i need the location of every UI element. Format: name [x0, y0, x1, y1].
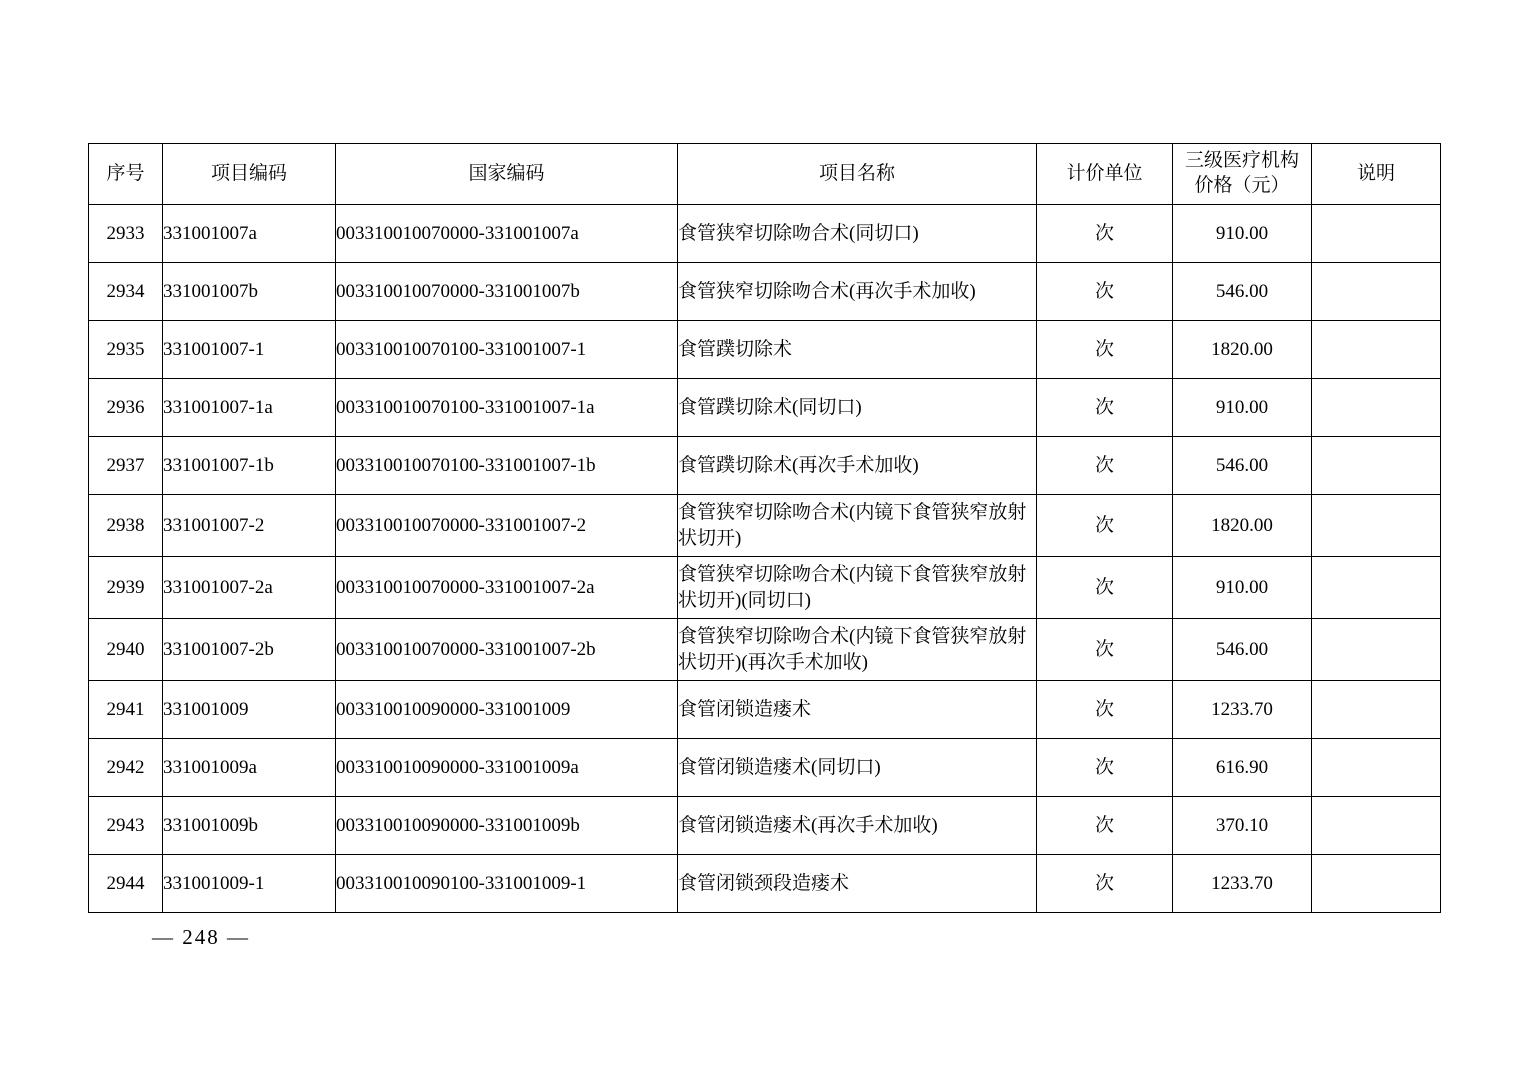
table-row — [89, 557, 1441, 619]
table-row — [89, 495, 1441, 557]
cell-seq: 2934 — [89, 263, 163, 321]
cell-note — [1312, 619, 1441, 681]
cell-item-name: 食管蹼切除术(同切口) — [678, 379, 1037, 437]
table-row — [89, 619, 1441, 681]
table-row — [89, 739, 1441, 797]
column-header-seq: 序号 — [89, 144, 163, 205]
cell-seq: 2935 — [89, 321, 163, 379]
cell-item-name: 食管蹼切除术 — [678, 321, 1037, 379]
cell-item-code: 331001009-1 — [163, 855, 336, 913]
medical-price-table — [88, 143, 1441, 913]
cell-seq: 2939 — [89, 557, 163, 619]
cell-item-code: 331001009 — [163, 681, 336, 739]
cell-seq: 2940 — [89, 619, 163, 681]
cell-price: 1820.00 — [1173, 495, 1312, 557]
column-header-price-line1: 三级医疗机构 — [1184, 150, 1299, 172]
cell-price: 546.00 — [1173, 263, 1312, 321]
cell-item-name: 食管狭窄切除吻合术(同切口) — [678, 205, 1037, 263]
cell-item-name: 食管闭锁颈段造瘘术 — [678, 855, 1037, 913]
cell-note — [1312, 437, 1441, 495]
column-header-price-line2: 价格（元） — [1194, 175, 1290, 196]
table-header — [89, 144, 1441, 205]
cell-seq: 2941 — [89, 681, 163, 739]
cell-note — [1312, 739, 1441, 797]
cell-note — [1312, 681, 1441, 739]
cell-item-code: 331001007-1b — [163, 437, 336, 495]
cell-unit: 次 — [1037, 321, 1173, 379]
table-row — [89, 437, 1441, 495]
cell-national-code: 003310010090000-331001009a — [336, 739, 678, 797]
cell-national-code: 003310010090000-331001009b — [336, 797, 678, 855]
page-number: — 248 — — [152, 925, 250, 949]
cell-price: 910.00 — [1173, 379, 1312, 437]
column-header-national-code: 国家编码 — [336, 144, 678, 205]
cell-item-code: 331001007b — [163, 263, 336, 321]
cell-item-name: 食管蹼切除术(再次手术加收) — [678, 437, 1037, 495]
cell-item-name: 食管闭锁造瘘术(再次手术加收) — [678, 797, 1037, 855]
cell-item-code: 331001007a — [163, 205, 336, 263]
table-row — [89, 321, 1441, 379]
cell-item-code: 331001009b — [163, 797, 336, 855]
cell-item-name: 食管狭窄切除吻合术(内镜下食管狭窄放射状切开)(再次手术加收) — [678, 619, 1037, 681]
cell-note — [1312, 557, 1441, 619]
cell-national-code: 003310010070000-331001007b — [336, 263, 678, 321]
cell-unit: 次 — [1037, 797, 1173, 855]
table-row — [89, 681, 1441, 739]
cell-national-code: 003310010070100-331001007-1b — [336, 437, 678, 495]
cell-note — [1312, 379, 1441, 437]
cell-national-code: 003310010070100-331001007-1a — [336, 379, 678, 437]
cell-note — [1312, 321, 1441, 379]
cell-price: 1233.70 — [1173, 681, 1312, 739]
cell-item-code: 331001007-1a — [163, 379, 336, 437]
cell-unit: 次 — [1037, 557, 1173, 619]
cell-note — [1312, 495, 1441, 557]
table-row — [89, 205, 1441, 263]
cell-seq: 2936 — [89, 379, 163, 437]
cell-price: 910.00 — [1173, 205, 1312, 263]
cell-item-name: 食管狭窄切除吻合术(内镜下食管狭窄放射状切开) — [678, 495, 1037, 557]
cell-national-code: 003310010070000-331001007a — [336, 205, 678, 263]
cell-item-code: 331001007-2a — [163, 557, 336, 619]
cell-unit: 次 — [1037, 379, 1173, 437]
cell-unit: 次 — [1037, 855, 1173, 913]
cell-seq: 2938 — [89, 495, 163, 557]
cell-price: 546.00 — [1173, 619, 1312, 681]
table-row — [89, 263, 1441, 321]
cell-item-code: 331001007-1 — [163, 321, 336, 379]
column-header-note: 说明 — [1312, 144, 1441, 205]
cell-item-code: 331001007-2b — [163, 619, 336, 681]
table-row — [89, 855, 1441, 913]
cell-unit: 次 — [1037, 619, 1173, 681]
cell-seq: 2944 — [89, 855, 163, 913]
cell-note — [1312, 855, 1441, 913]
table-header-row — [89, 144, 1441, 205]
cell-unit: 次 — [1037, 495, 1173, 557]
table-body — [89, 205, 1441, 913]
cell-note — [1312, 797, 1441, 855]
cell-price: 1233.70 — [1173, 855, 1312, 913]
cell-national-code: 003310010070000-331001007-2a — [336, 557, 678, 619]
cell-seq: 2933 — [89, 205, 163, 263]
column-header-unit: 计价单位 — [1037, 144, 1173, 205]
cell-price: 370.10 — [1173, 797, 1312, 855]
cell-item-name: 食管狭窄切除吻合术(再次手术加收) — [678, 263, 1037, 321]
cell-seq: 2942 — [89, 739, 163, 797]
cell-unit: 次 — [1037, 739, 1173, 797]
column-header-price — [1173, 144, 1312, 205]
cell-national-code: 003310010090100-331001009-1 — [336, 855, 678, 913]
cell-item-name: 食管狭窄切除吻合术(内镜下食管狭窄放射状切开)(同切口) — [678, 557, 1037, 619]
cell-price: 546.00 — [1173, 437, 1312, 495]
cell-seq: 2943 — [89, 797, 163, 855]
table-row — [89, 797, 1441, 855]
cell-item-name: 食管闭锁造瘘术(同切口) — [678, 739, 1037, 797]
cell-item-name: 食管闭锁造瘘术 — [678, 681, 1037, 739]
column-header-item-name: 项目名称 — [678, 144, 1037, 205]
cell-unit: 次 — [1037, 681, 1173, 739]
column-header-item-code: 项目编码 — [163, 144, 336, 205]
cell-national-code: 003310010070000-331001007-2b — [336, 619, 678, 681]
cell-price: 616.90 — [1173, 739, 1312, 797]
cell-item-code: 331001009a — [163, 739, 336, 797]
cell-note — [1312, 205, 1441, 263]
cell-national-code: 003310010070100-331001007-1 — [336, 321, 678, 379]
cell-unit: 次 — [1037, 205, 1173, 263]
cell-national-code: 003310010090000-331001009 — [336, 681, 678, 739]
cell-national-code: 003310010070000-331001007-2 — [336, 495, 678, 557]
cell-unit: 次 — [1037, 437, 1173, 495]
cell-item-code: 331001007-2 — [163, 495, 336, 557]
cell-price: 910.00 — [1173, 557, 1312, 619]
cell-unit: 次 — [1037, 263, 1173, 321]
price-table-container — [88, 143, 1433, 913]
cell-seq: 2937 — [89, 437, 163, 495]
cell-note — [1312, 263, 1441, 321]
cell-price: 1820.00 — [1173, 321, 1312, 379]
table-row — [89, 379, 1441, 437]
